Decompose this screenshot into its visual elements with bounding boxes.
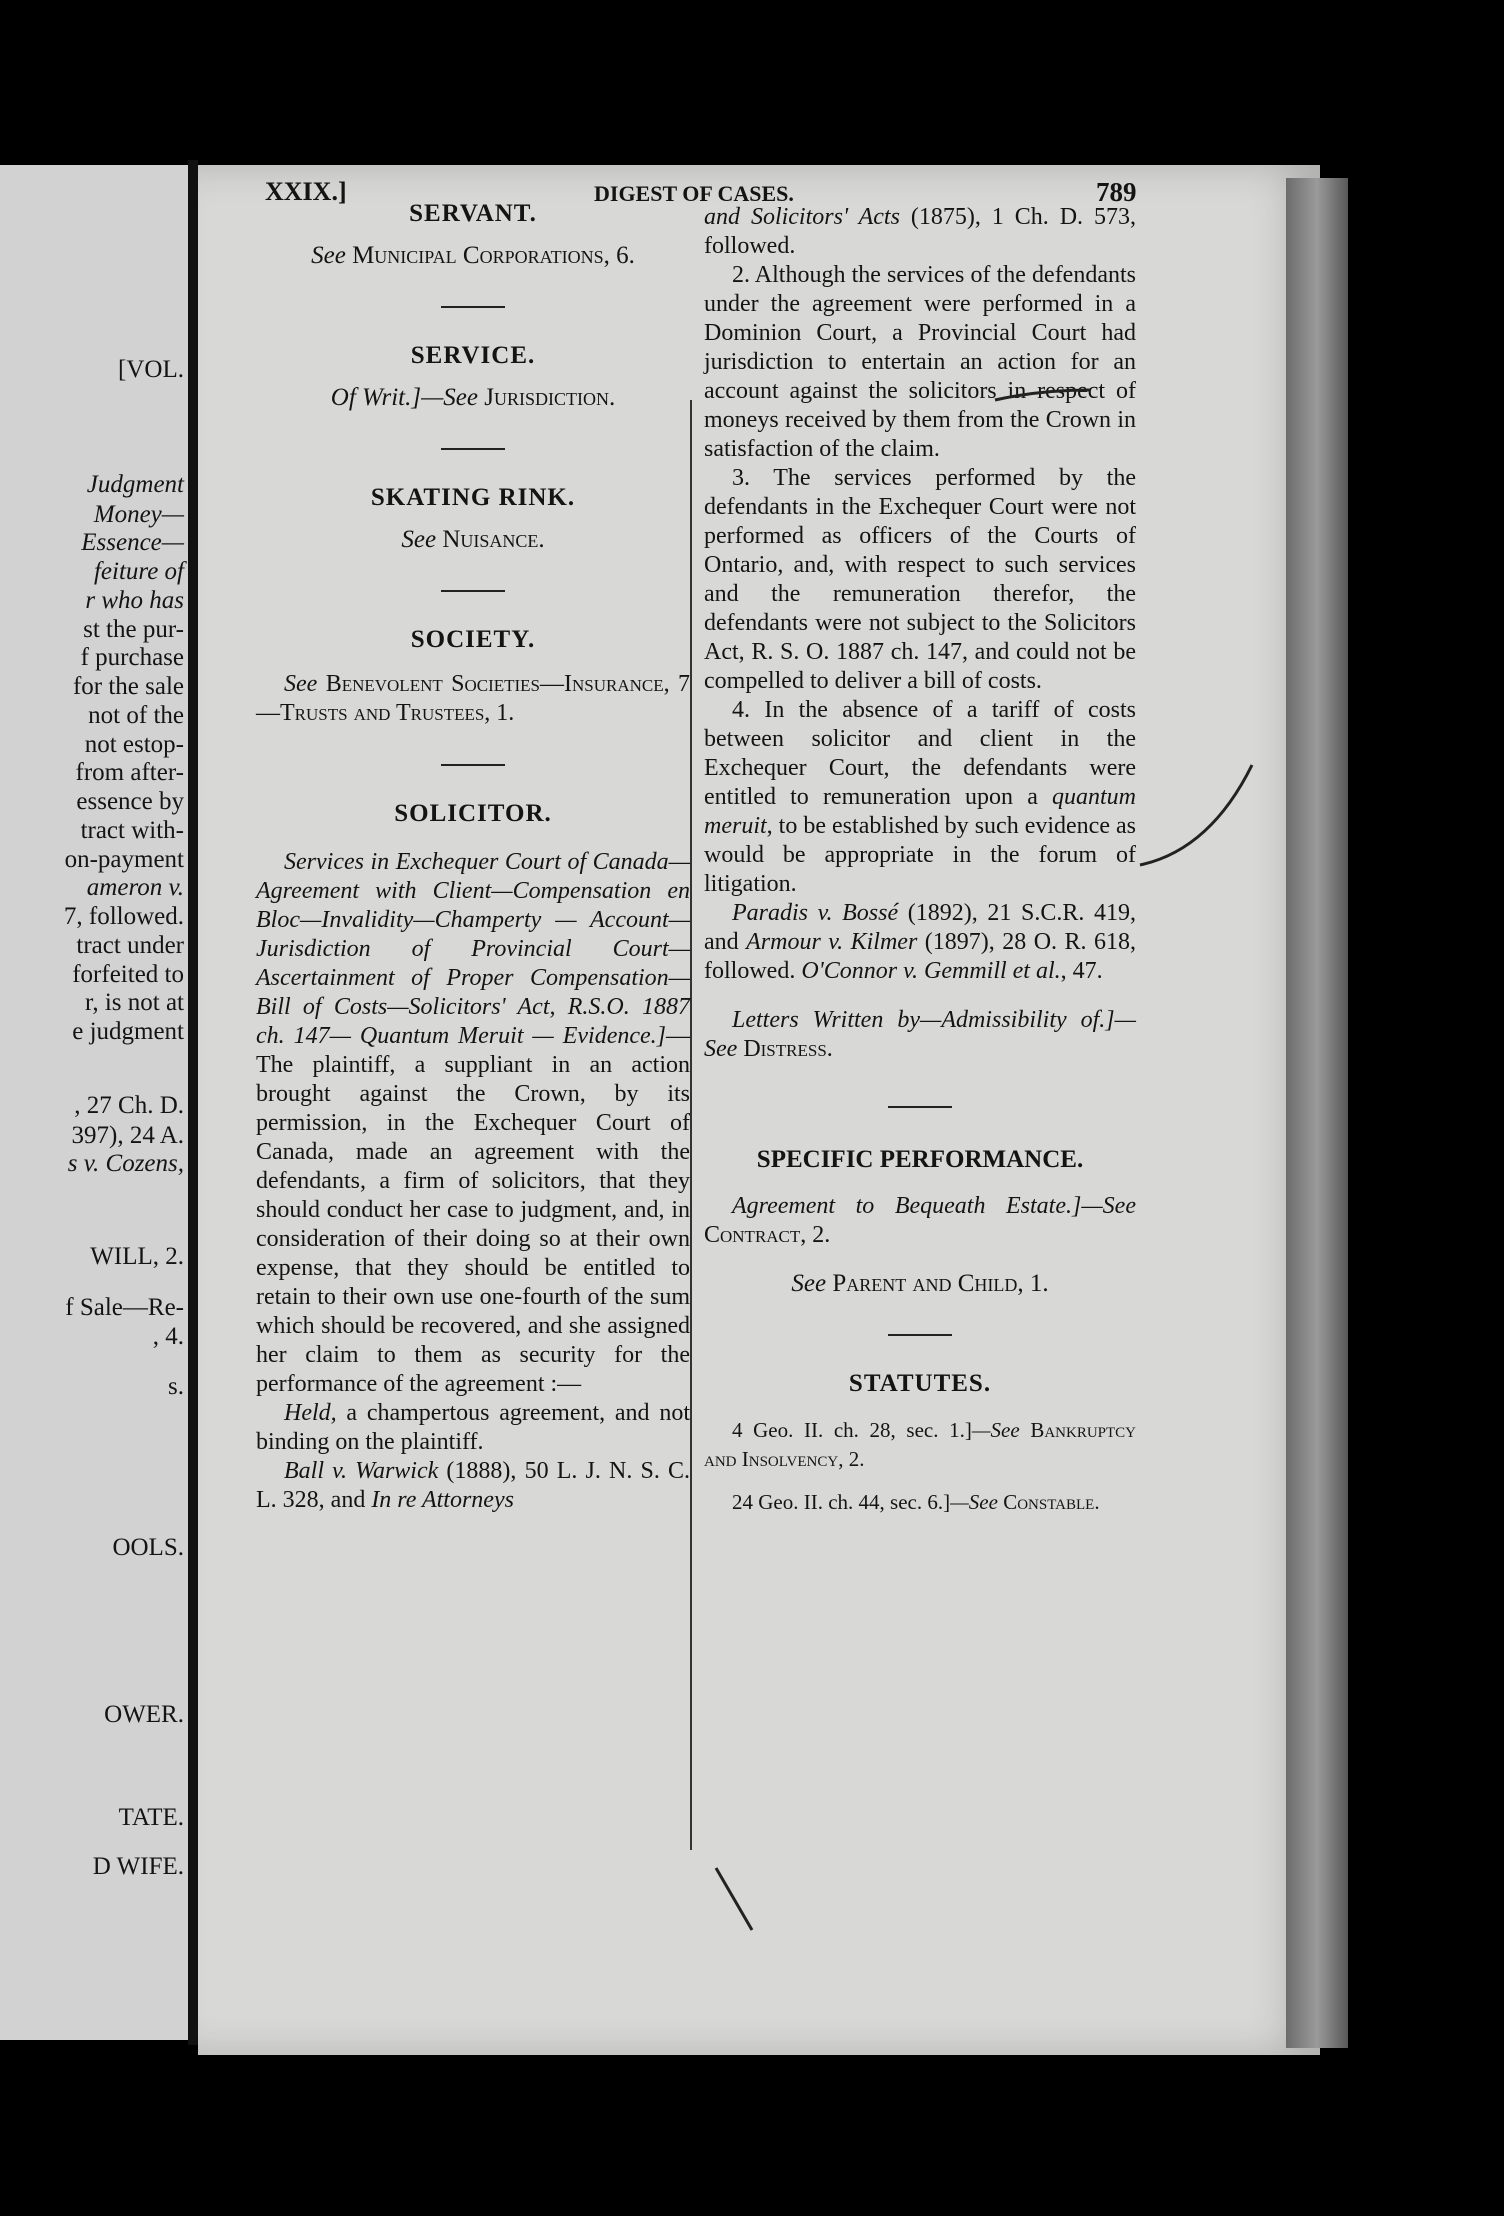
- specific-cross-ref-2: See Parent and Child, 1.: [791, 1270, 1049, 1297]
- left-page-fragment-line: feiture of: [93, 558, 184, 585]
- left-page-fragment-line: D WIFE.: [92, 1853, 184, 1880]
- left-page-fragment-line: f purchase: [80, 644, 184, 671]
- specific-cross-ref-1: Agreement to Bequeath Estate.]—See Contract, 2.: [704, 1193, 1136, 1248]
- statute-entry-1: 4 Geo. II. ch. 28, sec. 1.]—See Bankruptcy and Insolvency, 2.: [704, 1418, 1136, 1471]
- left-page-fragment-line: tract under: [76, 932, 184, 959]
- skating-cross-ref: See Nuisance.: [401, 526, 545, 553]
- page-number: 789: [1096, 177, 1137, 207]
- volume-label: XXIX.]: [265, 177, 347, 206]
- heading-service: SERVICE.: [410, 342, 536, 369]
- left-page-fragment-line: not of the: [88, 702, 184, 729]
- left-page-fragment-line: OOLS.: [112, 1534, 184, 1561]
- left-page-fragment-line: e judgment: [72, 1018, 184, 1045]
- left-page-fragment-line: 397), 24 A.: [71, 1122, 184, 1149]
- solicitor-entry: Services in Exchequer Court of Canada—Agreement with Client—Compensation en Bloc—Invalidity—Champerty — Account—Jurisdiction of Provincial Court—Ascertainment of Proper Compensation—Bill of Costs—Solicitors' Act, R.S.O. 1887 ch. 147— Quantum Meruit — Evidence.]—The plaintiff, a suppliant in an action brought against the Crown, by its permission, in the Exchequer Court of Canada, made an agreement with the defendants, a firm of solicitors, that they should conduct her case to judgment, and, in consideration of their doing so at their own expense, that they should be entitled to retain to their own use one-fourth of the sum which should be recovered, and she assigned her claim to them as security for the performance of the agreement :—: [256, 849, 690, 1397]
- left-page-fragment-line: from after-: [75, 759, 184, 786]
- left-page-fragment-line: WILL, 2.: [90, 1243, 184, 1270]
- left-page-fragment-line: tract with-: [80, 817, 184, 844]
- left-page-fragment-line: Money—: [93, 501, 184, 528]
- letters-cross-ref: Letters Written by—Admissibility of.]—See Distress.: [704, 1007, 1136, 1062]
- paragraph-3: 3. The services performed by the defendants in the Exchequer Court were not performed as officers of the Courts of Ontario, and, with respect to such services and the remuneration therefor, the defendants were not subject to the Solicitors Act, R. S. O. 1887 ch. 147, and could not be compelled to deliver a bill of costs.: [704, 465, 1136, 694]
- left-page-fragment-line: r, is not at: [85, 989, 184, 1016]
- left-page-fragment-line: st the pur-: [83, 616, 184, 643]
- service-cross-ref: Of Writ.]—See Jurisdiction.: [330, 384, 616, 411]
- continuation-citation: and Solicitors' Acts (1875), 1 Ch. D. 573, followed.: [704, 204, 1136, 259]
- heading-skating-rink: SKATING RINK.: [370, 484, 576, 511]
- left-page-fragment-line: s.: [168, 1373, 184, 1400]
- left-page-fragment-line: on-payment: [64, 846, 184, 873]
- left-page-fragment-line: essence by: [76, 788, 184, 815]
- paragraph-4: 4. In the absence of a tariff of costs between solicitor and client in the Exchequer Court, the defendants were entitled to remuneration upon a quantum meruit, to be established by such evidence as would be appropriate in the forum of litigation.: [704, 697, 1136, 897]
- left-page-fragment-line: r who has: [85, 587, 184, 614]
- left-page-fragment-line: TATE.: [118, 1804, 184, 1831]
- heading-specific-performance: SPECIFIC PERFORMANCE.: [756, 1146, 1084, 1173]
- solicitor-held: Held, a champertous agreement, and not binding on the plaintiff.: [256, 1400, 690, 1455]
- pen-stroke-mark: [716, 1868, 752, 1930]
- left-page-fragment-line: , 4.: [152, 1323, 184, 1350]
- left-page-fragment-line: , 27 Ch. D.: [74, 1092, 184, 1119]
- heading-statutes: STATUTES.: [848, 1370, 992, 1397]
- society-cross-ref: See Benevolent Societies—Insurance, 7—Trusts and Trustees, 1.: [256, 671, 691, 726]
- left-page-fragment-line: for the sale: [72, 673, 184, 700]
- left-page-fragment-line: [VOL.: [118, 356, 184, 383]
- left-page-fragment-line: not estop-: [84, 731, 184, 758]
- left-page-fragment-line: s v. Cozens,: [67, 1150, 184, 1177]
- pen-stroke-mark: [995, 390, 1090, 400]
- left-page-fragment-line: 7, followed.: [63, 903, 184, 930]
- paragraph-2: 2. Although the services of the defendants under the agreement were performed in a Dominion Court, a Provincial Court had jurisdiction to entertain an action for an account against the solicitors in respect of moneys received by them from the Crown in satisfaction of the claim.: [704, 262, 1136, 462]
- left-page-fragment-line: f Sale—Re-: [65, 1294, 184, 1321]
- solicitor-cases: Ball v. Warwick (1888), 50 L. J. N. S. C. L. 328, and In re Attorneys: [256, 1458, 690, 1513]
- left-page-fragment-line: Judgment: [86, 471, 184, 498]
- pen-stroke-mark: [1140, 765, 1252, 865]
- left-page-fragment-line: forfeited to: [72, 961, 184, 988]
- heading-solicitor: SOLICITOR.: [394, 800, 552, 827]
- servant-cross-ref: See Municipal Corporations, 6.: [311, 242, 635, 269]
- heading-society: SOCIETY.: [410, 626, 536, 653]
- left-page-fragment-line: ameron v.: [86, 874, 184, 901]
- heading-servant: SERVANT.: [409, 200, 537, 227]
- left-page-fragment-line: Essence—: [81, 529, 184, 556]
- cases-followed: Paradis v. Bossé (1892), 21 S.C.R. 419, and Armour v. Kilmer (1897), 28 O. R. 618, followed. O'Connor v. Gemmill et al., 47.: [704, 900, 1137, 984]
- left-page-fragment-line: OWER.: [104, 1701, 184, 1728]
- statute-entry-2: 24 Geo. II. ch. 44, sec. 6.]—See Constable.: [732, 1490, 1100, 1514]
- running-title: DIGEST OF CASES.: [594, 181, 794, 206]
